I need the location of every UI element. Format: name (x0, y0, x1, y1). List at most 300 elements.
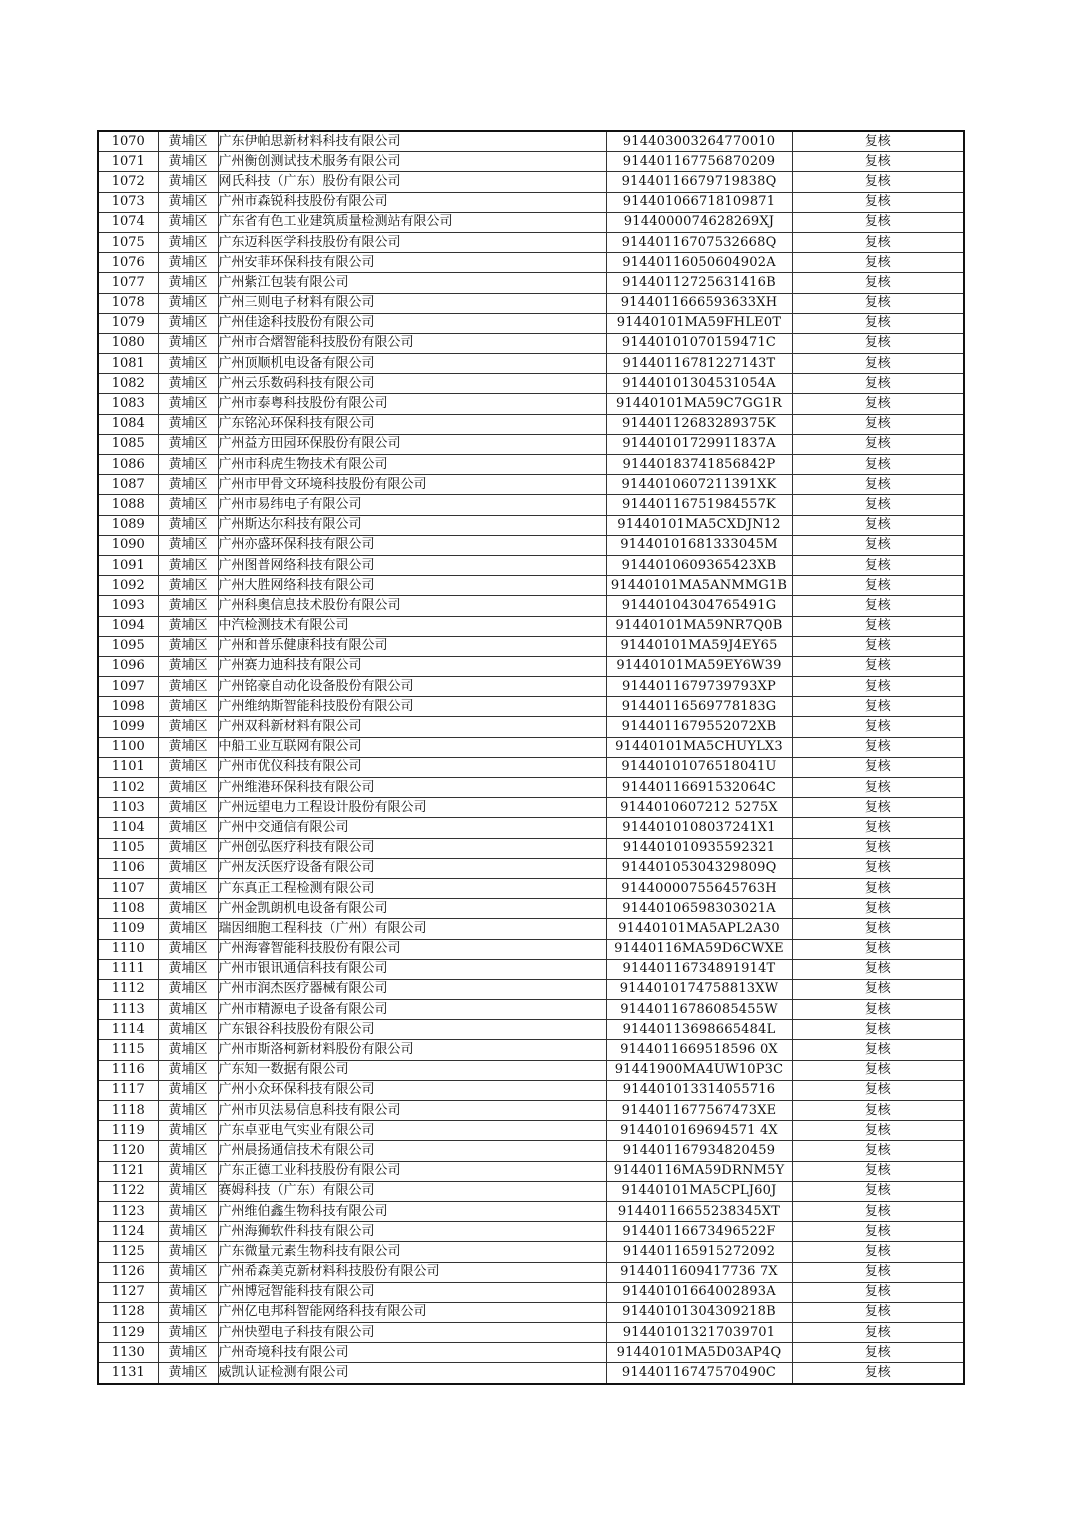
row-number-cell: 1071 (98, 152, 158, 172)
table-row (98, 919, 964, 939)
table-body (98, 131, 964, 1384)
credit-code-cell: 9144010174758813XW (606, 979, 792, 999)
status-cell: 复核 (792, 455, 964, 475)
district-cell: 黄埔区 (158, 636, 218, 656)
company-name-cell: 广州维纳斯智能科技股份有限公司 (218, 697, 606, 717)
credit-code-cell: 91440116751984557K (606, 495, 792, 515)
table-row (98, 1262, 964, 1282)
credit-code-cell: 91440101664002893A (606, 1282, 792, 1302)
status-cell: 复核 (792, 1222, 964, 1242)
district-cell: 黄埔区 (158, 1363, 218, 1384)
district-cell: 黄埔区 (158, 152, 218, 172)
credit-code-cell: 914403003264770010 (606, 131, 792, 152)
credit-code-cell: 91440116679719838Q (606, 172, 792, 192)
district-cell: 黄埔区 (158, 414, 218, 434)
row-number-cell: 1114 (98, 1020, 158, 1040)
row-number-cell: 1106 (98, 858, 158, 878)
status-cell: 复核 (792, 475, 964, 495)
row-number-cell: 1117 (98, 1080, 158, 1100)
company-name-cell: 广州大胜网络科技有限公司 (218, 576, 606, 596)
row-number-cell: 1073 (98, 192, 158, 212)
credit-code-cell: 9144010607212 5275X (606, 798, 792, 818)
row-number-cell: 1123 (98, 1201, 158, 1221)
table-row (98, 172, 964, 192)
row-number-cell: 1111 (98, 959, 158, 979)
row-number-cell: 1077 (98, 273, 158, 293)
table-row (98, 434, 964, 454)
company-name-cell: 广东银谷科技股份有限公司 (218, 1020, 606, 1040)
table-row (98, 1060, 964, 1080)
credit-code-cell: 91440116569778183G (606, 697, 792, 717)
company-name-cell: 广州维港环保科技有限公司 (218, 778, 606, 798)
company-name-cell: 广州亦盛环保科技有限公司 (218, 535, 606, 555)
table-row (98, 555, 964, 575)
status-cell: 复核 (792, 576, 964, 596)
credit-code-cell: 91440112683289375K (606, 414, 792, 434)
status-cell: 复核 (792, 273, 964, 293)
company-list-table (97, 130, 965, 1385)
row-number-cell: 1085 (98, 434, 158, 454)
table-row (98, 1282, 964, 1302)
district-cell: 黄埔区 (158, 1161, 218, 1181)
row-number-cell: 1082 (98, 374, 158, 394)
status-cell: 复核 (792, 1282, 964, 1302)
district-cell: 黄埔区 (158, 1201, 218, 1221)
credit-code-cell: 91440116MA59DRNM5Y (606, 1161, 792, 1181)
company-name-cell: 广州科奥信息技术股份有限公司 (218, 596, 606, 616)
district-cell: 黄埔区 (158, 555, 218, 575)
company-name-cell: 广州市科虎生物技术有限公司 (218, 455, 606, 475)
row-number-cell: 1102 (98, 778, 158, 798)
table-row (98, 1020, 964, 1040)
status-cell: 复核 (792, 1040, 964, 1060)
credit-code-cell: 91440101MA59C7GG1R (606, 394, 792, 414)
row-number-cell: 1081 (98, 354, 158, 374)
company-name-cell: 广州中交通信有限公司 (218, 818, 606, 838)
table-row (98, 1323, 964, 1343)
table-row (98, 152, 964, 172)
credit-code-cell: 9144011679552072XB (606, 717, 792, 737)
row-number-cell: 1070 (98, 131, 158, 152)
table-row (98, 1080, 964, 1100)
row-number-cell: 1127 (98, 1282, 158, 1302)
row-number-cell: 1095 (98, 636, 158, 656)
status-cell: 复核 (792, 293, 964, 313)
company-name-cell: 网氏科技（广东）股份有限公司 (218, 172, 606, 192)
company-name-cell: 广州快塑电子科技有限公司 (218, 1323, 606, 1343)
status-cell: 复核 (792, 596, 964, 616)
table-row (98, 899, 964, 919)
table-row (98, 878, 964, 898)
table-row (98, 1343, 964, 1363)
status-cell: 复核 (792, 333, 964, 353)
credit-code-cell: 9144011669518596 0X (606, 1040, 792, 1060)
status-cell: 复核 (792, 616, 964, 636)
credit-code-cell: 9144011666593633XH (606, 293, 792, 313)
district-cell: 黄埔区 (158, 1343, 218, 1363)
credit-code-cell: 9144000074628269XJ (606, 212, 792, 232)
company-name-cell: 广州市森锐科技股份有限公司 (218, 192, 606, 212)
status-cell: 复核 (792, 1060, 964, 1080)
row-number-cell: 1100 (98, 737, 158, 757)
district-cell: 黄埔区 (158, 1101, 218, 1121)
row-number-cell: 1087 (98, 475, 158, 495)
status-cell: 复核 (792, 394, 964, 414)
credit-code-cell: 9144010609365423XB (606, 555, 792, 575)
company-name-cell: 广东微量元素生物科技有限公司 (218, 1242, 606, 1262)
company-name-cell: 广州市甲骨文环境科技股份有限公司 (218, 475, 606, 495)
credit-code-cell: 91440113698665484L (606, 1020, 792, 1040)
company-name-cell: 广州金凯朗机电设备有限公司 (218, 899, 606, 919)
row-number-cell: 1121 (98, 1161, 158, 1181)
row-number-cell: 1115 (98, 1040, 158, 1060)
status-cell: 复核 (792, 535, 964, 555)
status-cell: 复核 (792, 1262, 964, 1282)
company-name-cell: 中汽检测技术有限公司 (218, 616, 606, 636)
table-row (98, 1181, 964, 1201)
row-number-cell: 1076 (98, 253, 158, 273)
company-name-cell: 广州铭豪自动化设备股份有限公司 (218, 677, 606, 697)
table-row (98, 737, 964, 757)
credit-code-cell: 91440116691532064C (606, 778, 792, 798)
status-cell: 复核 (792, 818, 964, 838)
status-cell: 复核 (792, 959, 964, 979)
company-name-cell: 中船工业互联网有限公司 (218, 737, 606, 757)
district-cell: 黄埔区 (158, 333, 218, 353)
status-cell: 复核 (792, 1201, 964, 1221)
credit-code-cell: 91440116MA59D6CWXE (606, 939, 792, 959)
credit-code-cell: 91440112725631416B (606, 273, 792, 293)
table-row (98, 596, 964, 616)
table-row (98, 858, 964, 878)
status-cell: 复核 (792, 636, 964, 656)
credit-code-cell: 91440101729911837A (606, 434, 792, 454)
district-cell: 黄埔区 (158, 899, 218, 919)
credit-code-cell: 91440101070159471C (606, 333, 792, 353)
table-row (98, 798, 964, 818)
row-number-cell: 1079 (98, 313, 158, 333)
status-cell: 复核 (792, 1242, 964, 1262)
company-name-cell: 广州市易纬电子有限公司 (218, 495, 606, 515)
row-number-cell: 1097 (98, 677, 158, 697)
row-number-cell: 1080 (98, 333, 158, 353)
company-name-cell: 广州顶顺机电设备有限公司 (218, 354, 606, 374)
company-name-cell: 广州市银讯通信科技有限公司 (218, 959, 606, 979)
table-row (98, 515, 964, 535)
credit-code-cell: 9144011679739793XP (606, 677, 792, 697)
table-row (98, 1363, 964, 1384)
table-row (98, 616, 964, 636)
status-cell: 复核 (792, 374, 964, 394)
row-number-cell: 1094 (98, 616, 158, 636)
district-cell: 黄埔区 (158, 979, 218, 999)
district-cell: 黄埔区 (158, 293, 218, 313)
company-name-cell: 威凯认证检测有限公司 (218, 1363, 606, 1384)
credit-code-cell: 91440105304329809Q (606, 858, 792, 878)
row-number-cell: 1083 (98, 394, 158, 414)
row-number-cell: 1116 (98, 1060, 158, 1080)
status-cell: 复核 (792, 677, 964, 697)
district-cell: 黄埔区 (158, 1181, 218, 1201)
company-name-cell: 广州远望电力工程设计股份有限公司 (218, 798, 606, 818)
status-cell: 复核 (792, 778, 964, 798)
district-cell: 黄埔区 (158, 838, 218, 858)
credit-code-cell: 91440116734891914T (606, 959, 792, 979)
district-cell: 黄埔区 (158, 858, 218, 878)
row-number-cell: 1128 (98, 1302, 158, 1322)
table-row (98, 414, 964, 434)
company-name-cell: 广州赛力迪科技有限公司 (218, 656, 606, 676)
table-row (98, 535, 964, 555)
status-cell: 复核 (792, 737, 964, 757)
status-cell: 复核 (792, 1343, 964, 1363)
status-cell: 复核 (792, 1141, 964, 1161)
district-cell: 黄埔区 (158, 535, 218, 555)
company-name-cell: 广州晨扬通信技术有限公司 (218, 1141, 606, 1161)
district-cell: 黄埔区 (158, 131, 218, 152)
district-cell: 黄埔区 (158, 919, 218, 939)
table-row (98, 1000, 964, 1020)
table-row (98, 131, 964, 152)
company-name-cell: 广东铭沁环保科技有限公司 (218, 414, 606, 434)
credit-code-cell: 914401010935592321 (606, 838, 792, 858)
table-row (98, 838, 964, 858)
company-name-cell: 广州云乐数码科技有限公司 (218, 374, 606, 394)
district-cell: 黄埔区 (158, 677, 218, 697)
company-name-cell: 广东知一数据有限公司 (218, 1060, 606, 1080)
company-name-cell: 广东迈科医学科技股份有限公司 (218, 232, 606, 252)
row-number-cell: 1084 (98, 414, 158, 434)
credit-code-cell: 9144011677567473XE (606, 1101, 792, 1121)
district-cell: 黄埔区 (158, 172, 218, 192)
credit-code-cell: 91440116707532668Q (606, 232, 792, 252)
company-name-cell: 广州图普网络科技有限公司 (218, 555, 606, 575)
table-row (98, 475, 964, 495)
credit-code-cell: 91441900MA4UW10P3C (606, 1060, 792, 1080)
credit-code-cell: 91440101MA5CHUYLX3 (606, 737, 792, 757)
credit-code-cell: 91440101MA59NR7Q0B (606, 616, 792, 636)
table-row (98, 1101, 964, 1121)
credit-code-cell: 91440116747570490C (606, 1363, 792, 1384)
table-row (98, 697, 964, 717)
credit-code-cell: 914401013314055716 (606, 1080, 792, 1100)
credit-code-cell: 91440101304531054A (606, 374, 792, 394)
credit-code-cell: 914401165915272092 (606, 1242, 792, 1262)
district-cell: 黄埔区 (158, 878, 218, 898)
district-cell: 黄埔区 (158, 1222, 218, 1242)
row-number-cell: 1112 (98, 979, 158, 999)
credit-code-cell: 914401066718109871 (606, 192, 792, 212)
district-cell: 黄埔区 (158, 1282, 218, 1302)
district-cell: 黄埔区 (158, 1242, 218, 1262)
row-number-cell: 1110 (98, 939, 158, 959)
table-row (98, 1121, 964, 1141)
company-name-cell: 广州友沃医疗设备有限公司 (218, 858, 606, 878)
row-number-cell: 1090 (98, 535, 158, 555)
credit-code-cell: 91440000755645763H (606, 878, 792, 898)
company-name-cell: 广州海狮软件科技有限公司 (218, 1222, 606, 1242)
company-name-cell: 广州维伯鑫生物科技有限公司 (218, 1201, 606, 1221)
district-cell: 黄埔区 (158, 717, 218, 737)
row-number-cell: 1098 (98, 697, 158, 717)
company-name-cell: 广州斯达尔科技有限公司 (218, 515, 606, 535)
company-name-cell: 广东卓亚电气实业有限公司 (218, 1121, 606, 1141)
status-cell: 复核 (792, 878, 964, 898)
credit-code-cell: 914401013217039701 (606, 1323, 792, 1343)
status-cell: 复核 (792, 354, 964, 374)
company-name-cell: 瑞因细胞工程科技（广州）有限公司 (218, 919, 606, 939)
status-cell: 复核 (792, 192, 964, 212)
district-cell: 黄埔区 (158, 253, 218, 273)
company-name-cell: 广州市泰粤科技股份有限公司 (218, 394, 606, 414)
district-cell: 黄埔区 (158, 1121, 218, 1141)
status-cell: 复核 (792, 253, 964, 273)
row-number-cell: 1104 (98, 818, 158, 838)
company-name-cell: 广州市精源电子设备有限公司 (218, 1000, 606, 1020)
district-cell: 黄埔区 (158, 1020, 218, 1040)
row-number-cell: 1088 (98, 495, 158, 515)
company-name-cell: 广州小众环保科技有限公司 (218, 1080, 606, 1100)
table-row (98, 778, 964, 798)
credit-code-cell: 9144010169694571 4X (606, 1121, 792, 1141)
status-cell: 复核 (792, 434, 964, 454)
status-cell: 复核 (792, 232, 964, 252)
district-cell: 黄埔区 (158, 1302, 218, 1322)
company-name-cell: 广东正德工业科技股份有限公司 (218, 1161, 606, 1181)
table-row (98, 939, 964, 959)
status-cell: 复核 (792, 656, 964, 676)
row-number-cell: 1101 (98, 757, 158, 777)
credit-code-cell: 9144010108037241X1 (606, 818, 792, 838)
district-cell: 黄埔区 (158, 212, 218, 232)
status-cell: 复核 (792, 1302, 964, 1322)
row-number-cell: 1113 (98, 1000, 158, 1020)
credit-code-cell: 91440101681333045M (606, 535, 792, 555)
table-row (98, 677, 964, 697)
table-row (98, 212, 964, 232)
status-cell: 复核 (792, 1363, 964, 1384)
company-name-cell: 广州市优仪科技有限公司 (218, 757, 606, 777)
row-number-cell: 1075 (98, 232, 158, 252)
row-number-cell: 1108 (98, 899, 158, 919)
credit-code-cell: 91440101MA5CPLJ60J (606, 1181, 792, 1201)
row-number-cell: 1124 (98, 1222, 158, 1242)
table-row (98, 192, 964, 212)
district-cell: 黄埔区 (158, 1000, 218, 1020)
table-row (98, 1242, 964, 1262)
district-cell: 黄埔区 (158, 1060, 218, 1080)
status-cell: 复核 (792, 131, 964, 152)
table-row (98, 1201, 964, 1221)
row-number-cell: 1086 (98, 455, 158, 475)
table-row (98, 959, 964, 979)
company-name-cell: 广州三则电子材料有限公司 (218, 293, 606, 313)
company-name-cell: 广州市润杰医疗器械有限公司 (218, 979, 606, 999)
company-name-cell: 赛姆科技（广东）有限公司 (218, 1181, 606, 1201)
company-name-cell: 广州双科新材料有限公司 (218, 717, 606, 737)
table-row (98, 636, 964, 656)
table-row (98, 979, 964, 999)
company-name-cell: 广州紫江包装有限公司 (218, 273, 606, 293)
table-row (98, 818, 964, 838)
credit-code-cell: 91440101MA59FHLE0T (606, 313, 792, 333)
credit-code-cell: 91440101MA59J4EY65 (606, 636, 792, 656)
row-number-cell: 1096 (98, 656, 158, 676)
row-number-cell: 1078 (98, 293, 158, 313)
status-cell: 复核 (792, 838, 964, 858)
table-row (98, 253, 964, 273)
status-cell: 复核 (792, 1323, 964, 1343)
credit-code-cell: 91440116781227143T (606, 354, 792, 374)
credit-code-cell: 91440101MA5D03AP4Q (606, 1343, 792, 1363)
status-cell: 复核 (792, 757, 964, 777)
table-row (98, 394, 964, 414)
district-cell: 黄埔区 (158, 939, 218, 959)
district-cell: 黄埔区 (158, 1262, 218, 1282)
table-row (98, 313, 964, 333)
district-cell: 黄埔区 (158, 1040, 218, 1060)
table-row (98, 374, 964, 394)
status-cell: 复核 (792, 555, 964, 575)
district-cell: 黄埔区 (158, 515, 218, 535)
table-row (98, 455, 964, 475)
status-cell: 复核 (792, 798, 964, 818)
credit-code-cell: 9144011609417736 7X (606, 1262, 792, 1282)
credit-code-cell: 91440116673496522F (606, 1222, 792, 1242)
district-cell: 黄埔区 (158, 354, 218, 374)
status-cell: 复核 (792, 939, 964, 959)
row-number-cell: 1109 (98, 919, 158, 939)
district-cell: 黄埔区 (158, 798, 218, 818)
district-cell: 黄埔区 (158, 232, 218, 252)
company-name-cell: 广州博冠智能科技有限公司 (218, 1282, 606, 1302)
table-row (98, 1161, 964, 1181)
row-number-cell: 1089 (98, 515, 158, 535)
district-cell: 黄埔区 (158, 192, 218, 212)
district-cell: 黄埔区 (158, 475, 218, 495)
table-row (98, 656, 964, 676)
credit-code-cell: 91440101MA5CXDJN12 (606, 515, 792, 535)
status-cell: 复核 (792, 414, 964, 434)
status-cell: 复核 (792, 1000, 964, 1020)
status-cell: 复核 (792, 979, 964, 999)
company-name-cell: 广东真正工程检测有限公司 (218, 878, 606, 898)
status-cell: 复核 (792, 717, 964, 737)
company-name-cell: 广州奇境科技有限公司 (218, 1343, 606, 1363)
district-cell: 黄埔区 (158, 818, 218, 838)
status-cell: 复核 (792, 495, 964, 515)
table-row (98, 354, 964, 374)
district-cell: 黄埔区 (158, 656, 218, 676)
status-cell: 复核 (792, 919, 964, 939)
row-number-cell: 1093 (98, 596, 158, 616)
company-name-cell: 广州创弘医疗科技有限公司 (218, 838, 606, 858)
credit-code-cell: 91440106598303021A (606, 899, 792, 919)
district-cell: 黄埔区 (158, 394, 218, 414)
table-row (98, 1040, 964, 1060)
credit-code-cell: 91440116050604902A (606, 253, 792, 273)
row-number-cell: 1107 (98, 878, 158, 898)
company-name-cell: 广州益方田园环保股份有限公司 (218, 434, 606, 454)
row-number-cell: 1120 (98, 1141, 158, 1161)
company-name-cell: 广州海睿智能科技股份有限公司 (218, 939, 606, 959)
status-cell: 复核 (792, 515, 964, 535)
row-number-cell: 1105 (98, 838, 158, 858)
table-row (98, 757, 964, 777)
company-name-cell: 广州亿电邦科智能网络科技有限公司 (218, 1302, 606, 1322)
company-name-cell: 广州安菲环保科技有限公司 (218, 253, 606, 273)
district-cell: 黄埔区 (158, 616, 218, 636)
